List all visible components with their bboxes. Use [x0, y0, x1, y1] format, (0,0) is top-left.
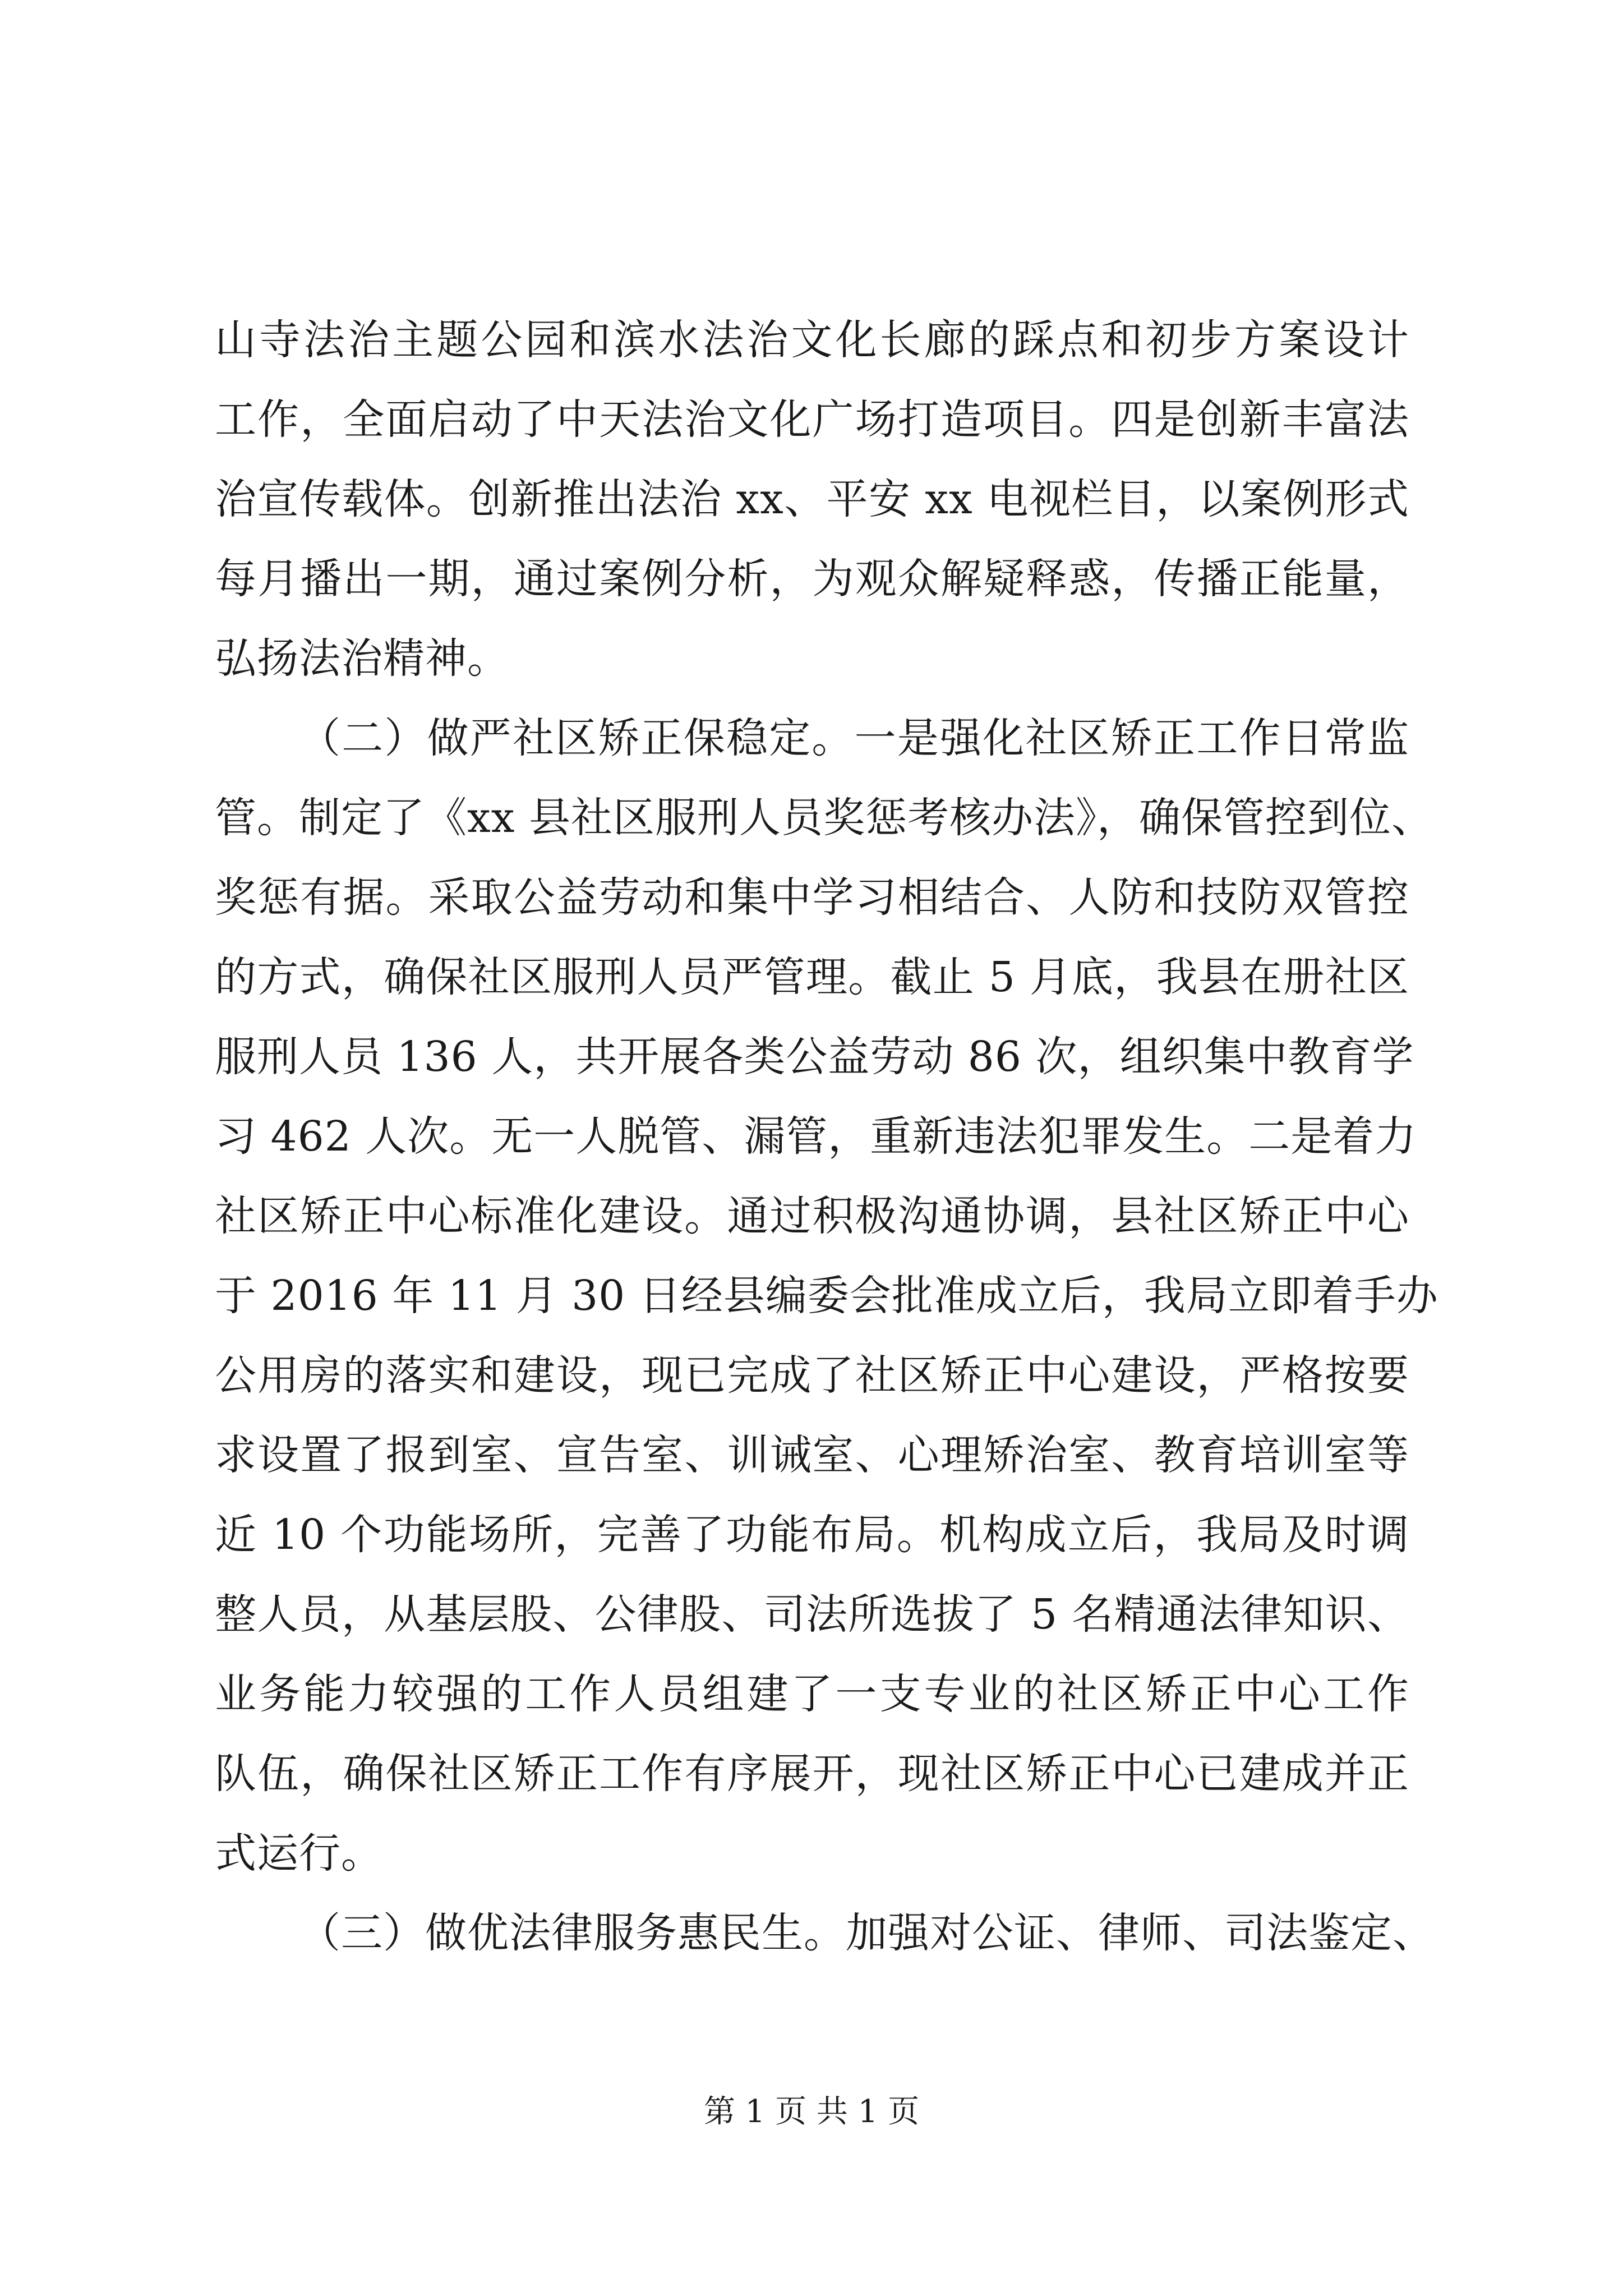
text-line: 的方式，确保社区服刑人员严管理。截止 5 月底，我县在册社区	[215, 953, 1409, 1001]
text-line: 奖惩有据。采取公益劳动和集中学习相结合、人防和技防双管控	[215, 873, 1409, 922]
text-line: 队伍，确保社区矫正工作有序展开，现社区矫正中心已建成并正	[215, 1750, 1409, 1798]
text-line: 弘扬法治精神。	[215, 634, 509, 683]
text-line: 式运行。	[215, 1829, 383, 1878]
text-line: 近 10 个功能场所，完善了功能布局。机构成立后，我局及时调	[215, 1511, 1409, 1559]
text-line: 求设置了报到室、宣告室、训诫室、心理矫治室、教育培训室等	[215, 1431, 1409, 1479]
text-line: 山寺法治主题公园和滨水法治文化长廊的踩点和初步方案设计	[215, 316, 1409, 364]
section-heading-line: （二）做严社区矫正保稳定。一是强化社区矫正工作日常监	[299, 714, 1409, 762]
page-number: 第 1 页 共 1 页	[703, 2093, 920, 2130]
text-line: 社区矫正中心标准化建设。通过积极沟通协调，县社区矫正中心	[215, 1192, 1409, 1240]
text-line: 治宣传载体。创新推出法治 xx、平安 xx 电视栏目，以案例形式	[215, 475, 1409, 523]
text-line: 业务能力较强的工作人员组建了一支专业的社区矫正中心工作	[215, 1670, 1409, 1718]
body-text	[215, 300, 1438, 1973]
text-line: 每月播出一期，通过案例分析，为观众解疑释惑，传播正能量，	[215, 555, 1409, 603]
text-line: 整人员，从基层股、公律股、司法所选拔了 5 名精通法律知识、	[215, 1590, 1409, 1639]
text-line: 服刑人员 136 人，共开展各类公益劳动 86 次，组织集中教育学	[215, 1033, 1414, 1081]
text-line: 工作，全面启动了中天法治文化广场打造项目。四是创新丰富法	[215, 395, 1409, 444]
text-line: 习 462 人次。无一人脱管、漏管，重新违法犯罪发生。二是着力	[215, 1112, 1417, 1161]
text-line: 管。制定了《xx 县社区服刑人员奖惩考核办法》，确保管控到位、	[215, 794, 1433, 842]
text-line: 于 2016 年 11 月 30 日经县编委会批准成立后，我局立即着手办	[215, 1272, 1438, 1320]
section-heading-line: （三）做优法律服务惠民生。加强对公证、律师、司法鉴定、	[299, 1909, 1435, 1957]
text-line: 公用房的落实和建设，现已完成了社区矫正中心建设，严格按要	[215, 1351, 1409, 1400]
page-footer	[0, 2087, 1623, 2132]
